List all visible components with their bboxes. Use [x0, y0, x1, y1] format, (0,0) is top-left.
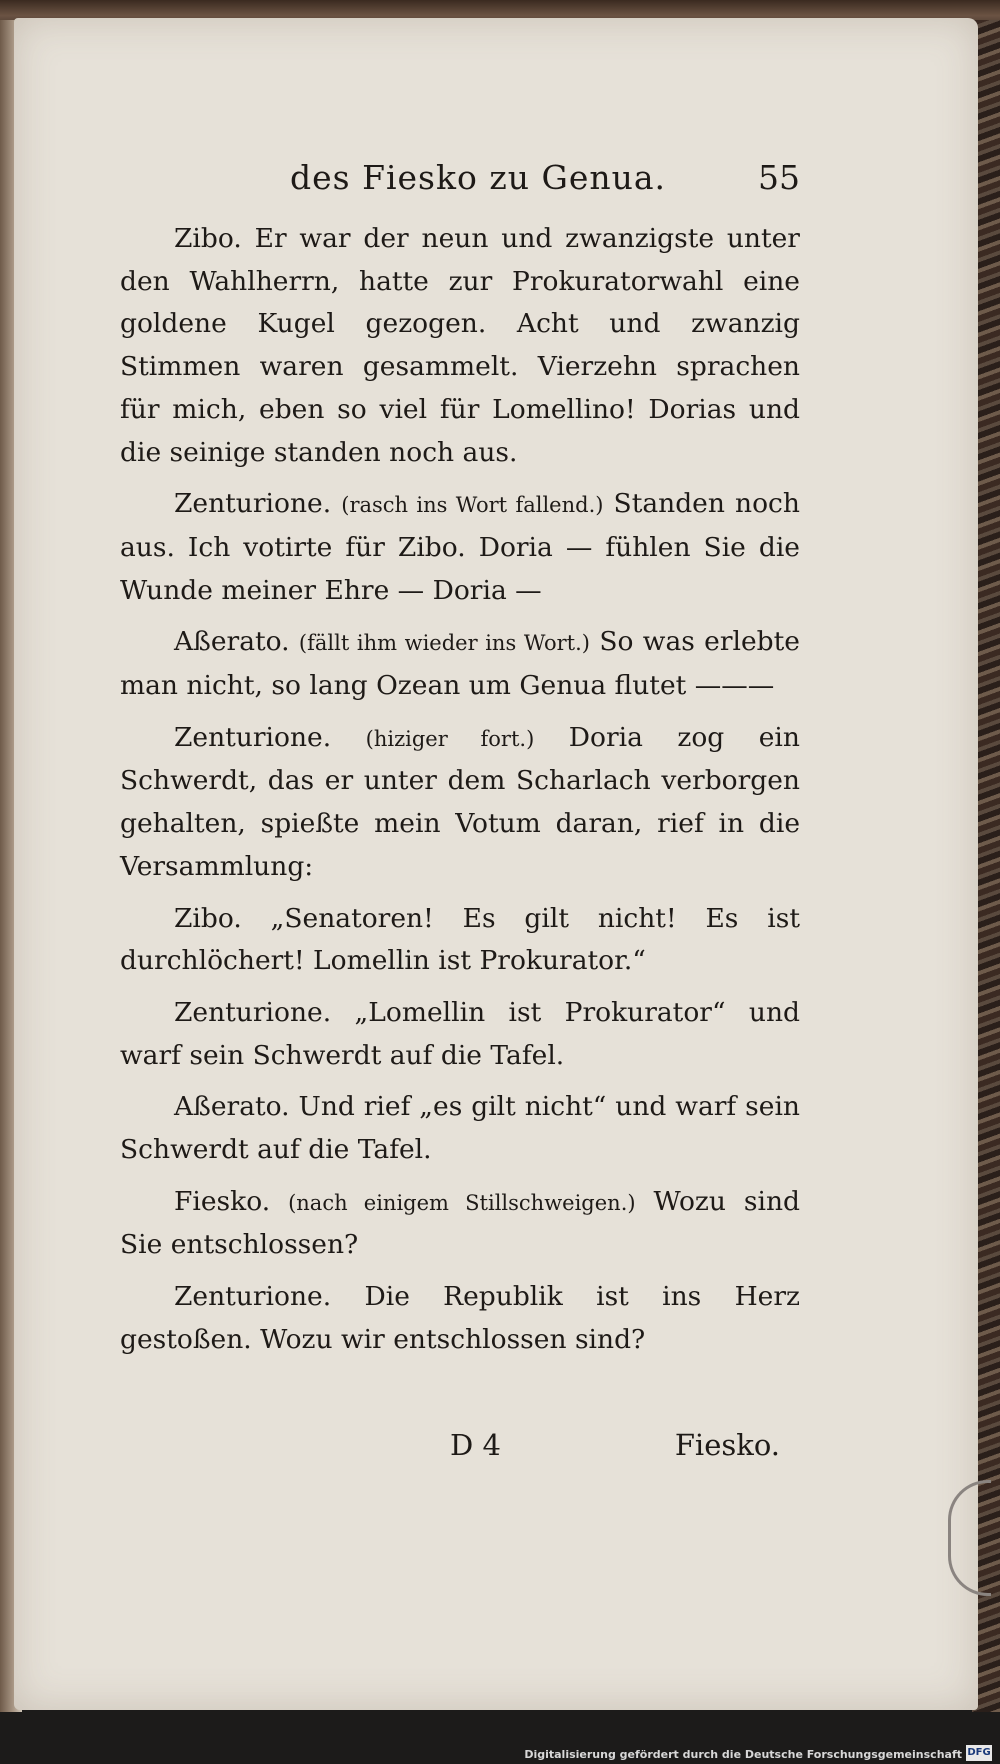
- stage-direction: (rasch ins Wort fallend.): [341, 493, 604, 518]
- dialogue-paragraph: [120, 717, 800, 889]
- page-number: 55: [758, 158, 800, 197]
- speaker-name: Zibo.: [174, 223, 242, 254]
- page-clip: [948, 1480, 991, 1596]
- paragraph-text: Standen noch aus. Ich votirte für Zibo. Doria — fühlen Sie die Wunde meiner Ehre — Doria —: [120, 488, 800, 606]
- running-header: [290, 158, 800, 208]
- speaker-name: Zenturione.: [174, 1281, 332, 1313]
- catchword: Fiesko.: [674, 1428, 780, 1462]
- header-title: des Fiesko zu Genua.: [290, 158, 667, 197]
- paragraph-text: So was erlebte man nicht, so lang Ozean um Genua flutet ———: [120, 626, 800, 702]
- paragraph-text: „Lomellin ist Prokurator“ und warf sein Schwerdt auf die Tafel.: [120, 996, 800, 1071]
- dfg-logo: DFG: [966, 1745, 992, 1761]
- dialogue-paragraph: [120, 898, 800, 983]
- dialogue-paragraph: [120, 1181, 800, 1267]
- speaker-name: Aßerato.: [174, 626, 290, 658]
- speaker-name: Zenturione.: [174, 996, 332, 1028]
- paragraph-text: Er war der neun und zwanzigste unter den Wahlherrn, hatte zur Prokuratorwahl eine goldene Kugel gezogen. Acht und zwanzig Stimmen waren gesammelt. Vierzehn sprachen für mich, eben so viel für Lomellino! Dorias und die seinige standen noch aus.: [120, 223, 800, 468]
- speaker-name: Zenturione.: [174, 721, 332, 753]
- funding-credit: Digitalisierung gefördert durch die Deutsche Forschungsgemeinschaft: [524, 1748, 962, 1761]
- dialogue-paragraph: [120, 483, 800, 612]
- paragraph-text: Die Republik ist ins Herz gestoßen. Wozu wir entschlossen sind?: [120, 1281, 800, 1355]
- dialogue-paragraph: [120, 1086, 800, 1171]
- speaker-name: Fiesko.: [174, 1185, 271, 1217]
- dialogue-paragraph: [120, 621, 800, 707]
- paragraph-text: Wozu sind Sie entschlossen?: [120, 1185, 800, 1261]
- paragraph-text: „Senatoren! Es gilt nicht! Es ist durchlöchert! Lomellin ist Prokurator.“: [120, 902, 800, 977]
- stage-direction: (nach einigem Stillschweigen.): [288, 1190, 636, 1215]
- speaker-name: Aßerato.: [174, 1091, 290, 1123]
- speaker-name: Zibo.: [174, 902, 242, 934]
- page-bottom: [450, 1428, 800, 1468]
- dialogue-paragraph: [120, 1276, 800, 1361]
- signature-mark: D 4: [450, 1428, 501, 1462]
- dialogue-paragraph: [120, 992, 800, 1077]
- stage-direction: (fällt ihm wieder ins Wort.): [298, 631, 590, 656]
- paragraph-text: Und rief „es gilt nicht“ und warf sein Schwerdt auf die Tafel.: [120, 1091, 800, 1166]
- stage-direction: (hiziger fort.): [365, 726, 535, 751]
- page-body: [120, 218, 800, 1371]
- dialogue-paragraph: [120, 218, 800, 474]
- speaker-name: Zenturione.: [174, 488, 332, 520]
- paragraph-text: Doria zog ein Schwerdt, das er unter dem Scharlach verborgen gehalten, spießte mein Votum daran, rief in die Versammlung:: [120, 721, 800, 882]
